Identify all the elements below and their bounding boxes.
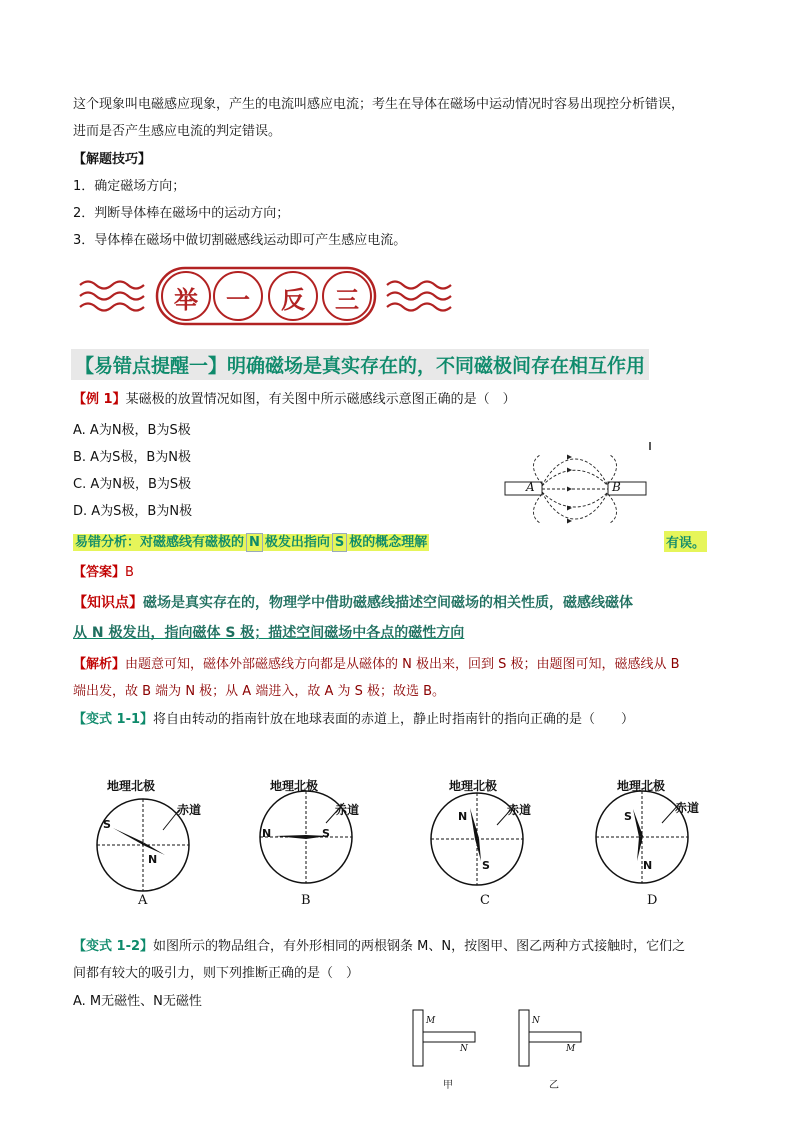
example-1-option-a: A. A为N极，B为S极 [73,423,191,438]
section-heading: 【易错点提醒一】明确磁场是真实存在的，不同磁极间存在相互作用 [71,349,649,380]
variant-1-1-text: 将自由转动的指南针放在地球表面的赤道上，静止时指南针的指向正确的是（ ） [153,712,635,727]
globe-c-compass-icon [427,775,567,915]
figure-jia [410,1008,485,1098]
globe-c-equator: 赤道 [507,803,532,817]
variant-1-1-question [73,710,634,730]
answer-value: B [125,565,134,580]
figure-jia-caption: 甲 [443,1080,453,1091]
error-analysis-n: N [246,533,263,552]
globe-b-label: B [301,893,311,908]
banner-char-2: 一 [226,286,250,314]
globe-b-title: 地理北极 [270,779,319,793]
globe-c [427,775,567,915]
knowledge-line-2: 从 N 极发出，指向磁体 S 极；描述空间磁场中各点的磁性方向 [73,625,465,641]
knowledge-tag: 【知识点】 [73,595,143,611]
globe-a [85,775,225,915]
example-1-text: 某磁极的放置情况如图，有关图中所示磁感线示意图正确的是（ ） [125,392,516,407]
variant-1-2-line-1 [73,937,685,957]
example-1-answer [73,563,134,583]
figure-yi-bars-icon [516,1008,591,1068]
error-analysis-suffix: 极的概念理解 [349,535,428,550]
globe-d-s: S [624,810,632,823]
tip-item-1: 1．确定磁场方向； [73,179,186,194]
variant-1-2-tag: 【变式 1-2】 [73,939,154,954]
intro-line-1: 这个现象叫电磁感应现象，产生的电流叫感应电流；考生在导体在磁场中运动情况时容易出现控分析错误， [73,97,685,112]
banner-ju-yi-fan-san [75,265,460,327]
globe-a-title: 地理北极 [107,779,156,793]
error-analysis [73,531,429,550]
error-analysis-prefix: 易错分析：对磁感线有磁极的 [75,535,245,550]
variant-1-1-tag: 【变式 1-1】 [73,712,154,727]
banner-decoration [75,265,460,327]
figure-yi-vertical-label: N [532,1016,540,1026]
globe-d-label: D [647,893,658,908]
globe-a-n: N [148,853,158,866]
globe-d-title: 地理北极 [617,779,666,793]
variant-1-2-line-2: 间都有较大的吸引力，则下列推断正确的是（ ） [73,966,360,981]
magnet-label-b: B [612,480,621,494]
globe-b-s: S [322,827,330,840]
globe-a-label: A [138,893,148,908]
example-1-option-b: B. A为S极，B为N极 [73,450,191,465]
magnet-field-figure [500,440,655,530]
variant-1-2-option-a: A. M无磁性、N无磁性 [73,994,202,1009]
banner-char-3: 反 [281,286,305,314]
example-1-question [73,390,516,410]
analysis-line-2: 端出发，故 B 端为 N 极；从 A 端进入，故 A 为 S 极；故选 B。 [73,684,446,699]
banner-char-4: 三 [335,286,359,314]
analysis-tag: 【解析】 [73,657,126,672]
error-analysis-mid: 极发出指向 [264,535,330,550]
figure-jia-horizontal-label: N [460,1044,468,1054]
magnet-label-a: A [526,480,535,494]
analysis-line-1 [73,655,680,675]
globe-b [248,775,388,915]
globe-c-n: N [458,810,468,823]
globe-c-title: 地理北极 [449,779,498,793]
field-lines-icon [500,440,655,530]
right-wave-icon [387,282,451,311]
knowledge-text-1: 磁场是真实存在的，物理学中借助磁感线描述空间磁场的相关性质，磁感线磁体 [143,595,633,611]
tips-heading: 【解题技巧】 [73,152,152,167]
globe-d [595,775,735,915]
example-1-tag: 【例 1】 [73,392,126,407]
globe-c-s: S [482,859,490,872]
example-1-option-d: D. A为S极，B为N极 [73,504,193,519]
globe-d-compass-icon [595,775,735,915]
variant-1-2-text-1: 如图所示的物品组合，有外形相同的两根钢条 M、N，按图甲、图乙两种方式接触时，它们之 [153,939,686,954]
globe-a-s: S [103,818,111,831]
error-analysis-tail: 有误。 [664,531,707,552]
example-1-option-c: C. A为N极，B为S极 [73,477,192,492]
intro-line-2: 进而是否产生感应电流的判定错误。 [73,124,282,139]
globe-a-equator: 赤道 [177,803,202,817]
tip-item-3: 3．导体棒在磁场中做切割磁感线运动即可产生感应电流。 [73,233,407,248]
globe-d-n: N [643,859,653,872]
globe-a-compass-icon [85,775,225,915]
figure-yi-caption: 乙 [549,1080,559,1091]
figure-yi [516,1008,591,1098]
globe-b-n: N [262,827,272,840]
globe-d-equator: 赤道 [675,801,700,815]
globe-b-equator: 赤道 [335,803,360,817]
globe-b-compass-icon [248,775,388,915]
tip-item-2: 2．判断导体棒在磁场中的运动方向； [73,206,290,221]
left-wave-icon [80,282,144,311]
banner-char-1: 举 [174,286,198,314]
globe-c-label: C [480,893,490,908]
answer-tag: 【答案】 [73,565,126,580]
analysis-text-1: 由题意可知，磁体外部磁感线方向都是从磁体的 N 极出来，回到 S 极；由题图可知，磁感线从 B [125,657,680,672]
knowledge-line-1 [73,592,633,614]
error-analysis-s: S [332,533,347,552]
figure-jia-vertical-label: M [426,1016,436,1026]
figure-yi-horizontal-label: M [566,1044,576,1054]
figure-jia-bars-icon [410,1008,485,1068]
